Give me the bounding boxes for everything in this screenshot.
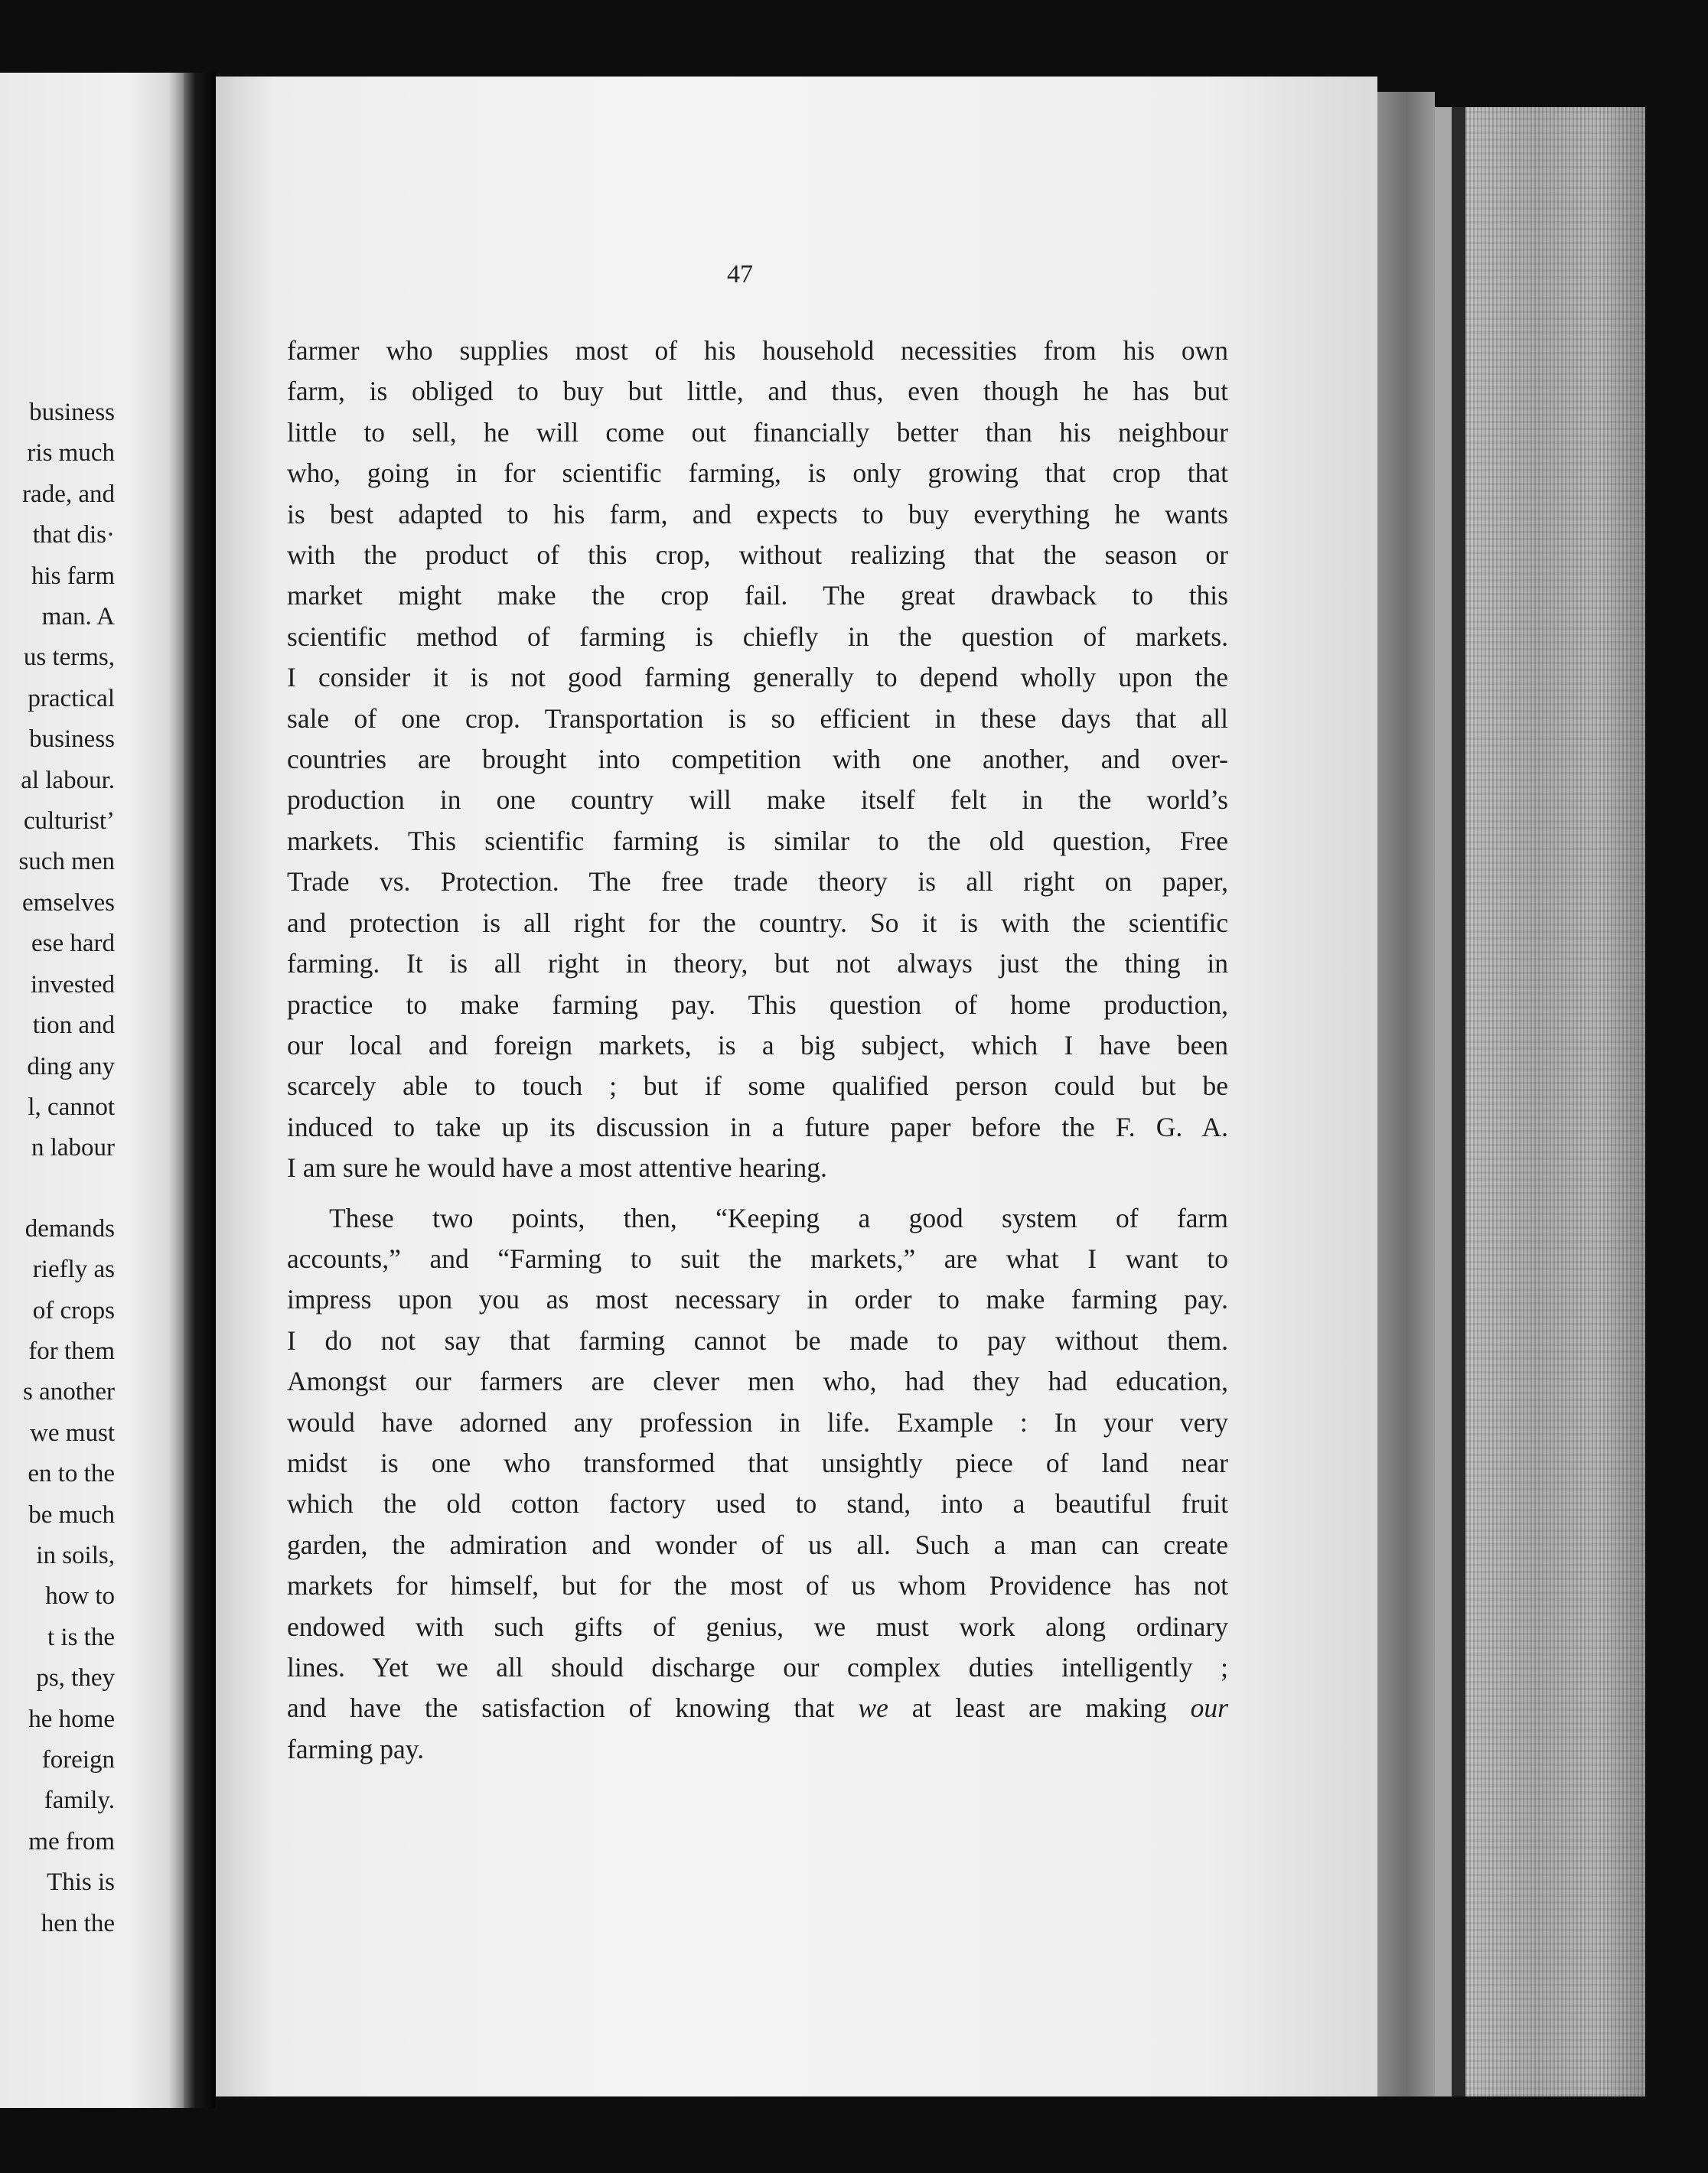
left-line: practical — [28, 684, 115, 712]
text-line: our local and foreign markets, is a big subject, which I have been — [287, 1029, 1228, 1060]
text-line: who, going in for scientific farming, is only growing that crop that — [287, 458, 1228, 489]
left-line: rade, and — [22, 480, 115, 508]
text-fragment: and have the satisfaction of knowing that — [287, 1692, 859, 1724]
text-line: lines. Yet we all should discharge our complex duties intelligently ; — [287, 1652, 1228, 1683]
text-line: practice to make farming pay. This question of home production, — [287, 989, 1228, 1020]
left-line: ris much — [27, 439, 115, 468]
text-line: I do not say that farming cannot be made to pay without them. — [287, 1324, 1228, 1356]
text-line: is best adapted to his farm, and expects to buy everything he wants — [287, 498, 1228, 529]
left-line: in soils, — [36, 1541, 115, 1569]
text-line: I am sure he would have a most attentive hearing. — [287, 1152, 827, 1184]
left-line: for them — [28, 1337, 115, 1365]
left-line: ese hard — [31, 930, 115, 958]
left-line: en to the — [28, 1460, 115, 1488]
left-paragraph-gap — [0, 1169, 115, 1209]
left-line: emselves — [22, 888, 115, 917]
left-line: l, cannot — [28, 1093, 115, 1121]
left-line: he home — [28, 1705, 115, 1733]
left-line: culturist’ — [23, 807, 115, 836]
text-line: Amongst our farmers are clever men who, had they had education, — [287, 1366, 1228, 1397]
text-line: markets. This scientific farming is similar to the old question, Free — [287, 825, 1228, 856]
left-line: we must — [30, 1419, 115, 1447]
emphasis-our: our — [1190, 1692, 1228, 1724]
text-line: endowed with such gifts of genius, we must work along ordinary — [287, 1611, 1228, 1642]
text-line: which the old cotton factory used to stand, into a beautiful fruit — [287, 1488, 1228, 1520]
text-line: farm, is obliged to buy but little, and thus, even though he has but — [287, 376, 1228, 407]
left-line: This is — [47, 1868, 115, 1897]
text-line: farming. It is all right in theory, but not always just the thing in — [287, 948, 1228, 979]
left-page-text — [0, 393, 115, 1944]
page-body-text — [287, 331, 1228, 1770]
text-line: farming pay. — [287, 1733, 425, 1764]
text-line: midst is one who transformed that unsightly piece of land near — [287, 1447, 1228, 1478]
left-line: us terms, — [23, 643, 115, 672]
left-line: that dis· — [32, 521, 115, 549]
left-line: me from — [28, 1827, 115, 1855]
text-line: I consider it is not good farming generally to depend wholly upon the — [287, 662, 1228, 693]
text-fragment: at least are making — [888, 1692, 1191, 1724]
left-line: man. A — [41, 603, 115, 631]
text-line: farmer who supplies most of his household necessities from his own — [287, 335, 1228, 366]
page-number: 47 — [727, 260, 753, 288]
text-line: would have adorned any profession in life. Example : In your very — [287, 1406, 1228, 1438]
left-line: n labour — [31, 1134, 115, 1162]
paragraph-gap — [287, 1189, 1228, 1198]
left-line: t is the — [47, 1623, 115, 1651]
emphasis-we: we — [858, 1692, 888, 1724]
left-line: business — [29, 725, 115, 754]
left-line: of crops — [32, 1296, 115, 1324]
text-line: These two points, then, “Keeping a good system of farm — [329, 1202, 1228, 1233]
left-line: ps, they — [36, 1664, 115, 1692]
left-line: demands — [24, 1214, 115, 1243]
text-line: Trade vs. Protection. The free trade theory is all right on paper, — [287, 866, 1228, 898]
left-line: hen the — [41, 1909, 115, 1937]
left-line: business — [29, 399, 115, 426]
text-line: scarcely able to touch ; but if some qualified person could but be — [287, 1070, 1228, 1102]
text-line: accounts,” and “Farming to suit the markets,” are what I want to — [287, 1243, 1228, 1274]
left-line: his farm — [31, 562, 115, 590]
text-line: markets for himself, but for the most of us whom Providence has not — [287, 1570, 1228, 1601]
left-line: such men — [18, 848, 115, 876]
text-line: with the product of this crop, without realizing that the season or — [287, 539, 1228, 571]
text-line: impress upon you as most necessary in order to make farming pay. — [287, 1284, 1228, 1315]
left-line: be much — [28, 1500, 115, 1529]
left-line: ding any — [27, 1052, 115, 1080]
text-line: garden, the admiration and wonder of us all. Such a man can create — [287, 1529, 1228, 1560]
left-line: s another — [22, 1378, 115, 1406]
text-line: little to sell, he will come out financially better than his neighbour — [287, 416, 1228, 448]
left-line: invested — [31, 970, 115, 999]
left-line: tion and — [32, 1012, 115, 1040]
left-facing-page — [0, 73, 184, 2108]
page-edge-shadow — [1377, 92, 1435, 2096]
text-line: countries are brought into competition with one another, and over- — [287, 744, 1228, 775]
text-line: and protection is all right for the country. So it is with the scientific — [287, 907, 1228, 938]
page-edge-strip — [1435, 107, 1452, 2096]
edge-gap — [1452, 107, 1465, 2096]
left-line: foreign — [41, 1746, 115, 1774]
text-line: production in one country will make itself felt in the world’s — [287, 784, 1228, 816]
left-line: riefly as — [32, 1256, 115, 1284]
text-line: induced to take up its discussion in a future paper before the F. G. A. — [287, 1111, 1228, 1142]
text-line: scientific method of farming is chiefly in the question of markets. — [287, 621, 1228, 652]
left-line: family. — [44, 1787, 115, 1815]
text-line: market might make the crop fail. The great drawback to this — [287, 580, 1228, 611]
book-gutter — [184, 73, 216, 2108]
left-line: al labour. — [21, 766, 115, 794]
text-line: sale of one crop. Transportation is so efficient in these days that all — [287, 702, 1228, 734]
text-line-emphasis — [287, 1688, 1228, 1728]
book-fore-edge — [1465, 107, 1645, 2096]
left-line: how to — [45, 1582, 115, 1611]
